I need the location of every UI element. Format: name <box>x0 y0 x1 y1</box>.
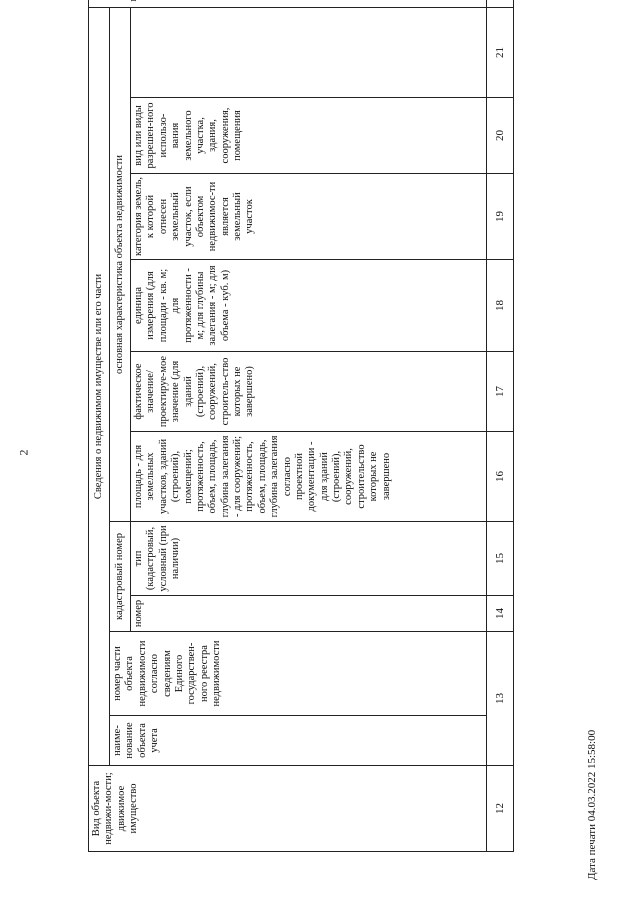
column-number: 18 <box>487 260 514 352</box>
header-land-category: категория земель, к которой отнесен земельный участок, если объектом недвижимос-ти является земельный участок <box>131 174 487 260</box>
column-number: 13 <box>487 632 514 766</box>
column-number: 20 <box>487 98 514 174</box>
header-permitted-use: вид или виды разрешен-ного использо-вания земельного участка, здания, сооружения, помещения <box>131 98 487 174</box>
header-cadastral-number: кадастровый номер <box>110 522 131 632</box>
column-number: 15 <box>487 522 514 596</box>
header-object-name: наиме-нование объекта учета <box>110 716 487 766</box>
column-number <box>487 0 514 8</box>
header-main-characteristic: основная характеристика объекта недвижимости <box>110 8 131 522</box>
table-row <box>487 0 514 852</box>
header-part-number: номер части объекта недвижимости согласно сведениям Единого государствен-ного реестра недвижимости <box>110 632 487 716</box>
column-number: 16 <box>487 432 514 522</box>
header-actual-value: фактическое значение/ проектируе-мое значение (для зданий (строений), сооружений, строитель-ство которых не завершено) <box>131 352 487 432</box>
header-technical-state <box>89 0 487 8</box>
column-number: 14 <box>487 596 514 632</box>
property-table <box>88 30 514 852</box>
column-number: 21 <box>487 8 514 98</box>
column-number: 12 <box>487 766 514 852</box>
header-number: номер <box>131 596 487 632</box>
column-number: 17 <box>487 352 514 432</box>
print-date: Дата печати 04.03.2022 15:58:00 <box>586 729 598 880</box>
header-type: тип (кадастровый, условный (при наличии) <box>131 522 487 596</box>
header-area: площадь - для земельных участков, зданий (строений), помещений; протяженность, объем, площадь, глубина залегания - для сооружений; протяженность, объем, площадь, глубина залегания согласно проектной документации - для зданий (строений), сооружений, строительство которых не завершено <box>131 432 487 522</box>
header-object-type: Вид объекта недвижи-мости; движимое имущество <box>89 766 487 852</box>
header-property-info: Сведения о недвижимом имуществе или его части <box>89 8 110 766</box>
header-unit: единица измерения (для площади - кв. м; для протяженности - м; для глубины залегания - м; для объема - куб. м) <box>131 260 487 352</box>
page-number: 2 <box>16 449 31 456</box>
column-number: 19 <box>487 174 514 260</box>
